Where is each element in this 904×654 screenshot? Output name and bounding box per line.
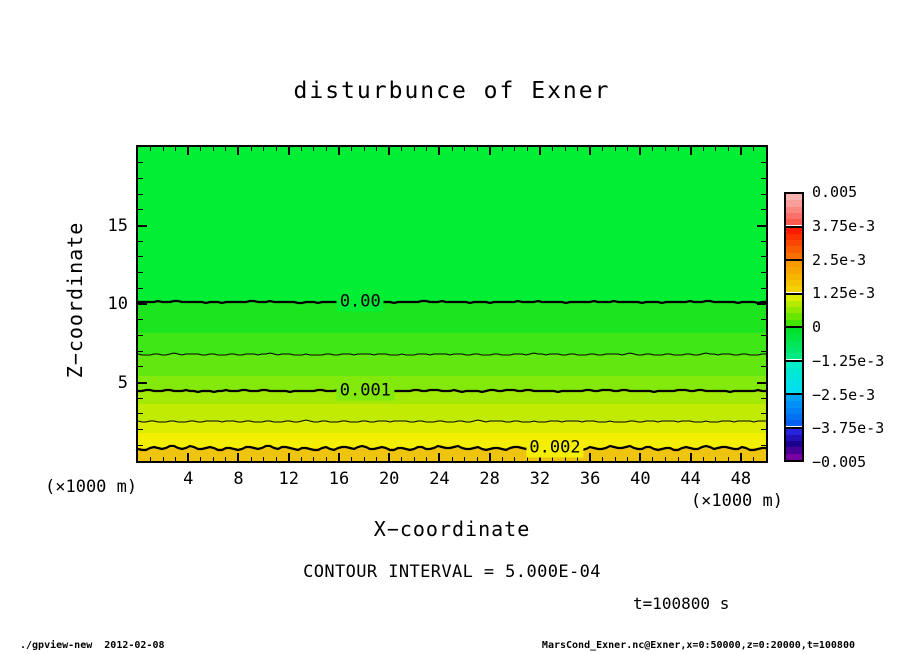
z-axis-tick [761, 209, 766, 210]
x-axis-tick [690, 453, 692, 461]
x-tick-label: 28 [479, 469, 500, 489]
x-axis-tick [388, 453, 390, 461]
x-axis-tick [665, 457, 666, 461]
x-axis-tick [728, 457, 729, 461]
x-axis-tick [589, 453, 591, 461]
x-axis-label: X−coordinate [373, 517, 531, 541]
z-axis-tick [138, 398, 143, 399]
z-axis-tick [761, 335, 766, 336]
z-axis-tick [138, 413, 143, 414]
x-axis-tick [527, 147, 528, 151]
x-axis-tick [163, 147, 164, 151]
x-axis-tick [301, 457, 302, 461]
z-tick-label: 5 [117, 372, 128, 393]
z-axis-tick [138, 256, 143, 257]
z-axis-tick [761, 272, 766, 273]
x-tick-label: 16 [328, 469, 350, 489]
x-axis-tick [514, 147, 515, 151]
x-axis-tick [200, 457, 201, 461]
x-axis-tick [477, 147, 478, 151]
x-axis-tick [288, 147, 290, 155]
contour-line [138, 420, 766, 422]
x-axis-tick [565, 147, 566, 151]
x-axis-tick [414, 457, 415, 461]
z-axis-tick [138, 272, 143, 273]
z-axis-tick [761, 445, 766, 446]
x-axis-tick [639, 147, 641, 155]
colorbar-tick-label: 0.005 [812, 183, 858, 201]
x-axis-tick [665, 147, 666, 151]
x-axis-tick [364, 147, 365, 151]
z-axis-tick [757, 303, 766, 305]
x-axis-tick [602, 147, 603, 151]
footer-source-stamp: MarsCond_Exner.nc@Exner,x=0:50000,z=0:20000,t=100800 [541, 640, 855, 651]
x-axis-tick [753, 147, 754, 151]
z-axis-tick [138, 288, 143, 289]
x-axis-tick [276, 147, 277, 151]
contour-lines [138, 147, 766, 461]
x-axis-tick [251, 147, 252, 151]
x-axis-tick [237, 147, 239, 155]
x-axis-tick [187, 453, 189, 461]
x-axis-tick [163, 457, 164, 461]
x-axis-tick [313, 147, 314, 151]
z-axis-tick [138, 303, 147, 305]
colorbar-tick-label: −2.5e-3 [812, 385, 876, 404]
z-axis-tick [138, 162, 143, 163]
x-tick-label: 44 [680, 469, 701, 489]
z-axis-tick [757, 382, 766, 384]
x-axis-tick [351, 147, 352, 151]
x-tick-label: 4 [183, 469, 194, 489]
z-axis-tick [138, 445, 143, 446]
x-axis-tick [502, 147, 503, 151]
colorbar-tick-label: −1.25e-3 [812, 351, 885, 370]
x-axis-tick [753, 457, 754, 461]
x-axis-tick [251, 457, 252, 461]
contour-interval-caption: CONTOUR INTERVAL = 5.000E-04 [303, 562, 601, 582]
x-axis-tick [703, 147, 704, 151]
x-axis-tick [678, 147, 679, 151]
x-axis-tick [401, 147, 402, 151]
z-axis-tick [761, 351, 766, 352]
x-axis-tick [464, 457, 465, 461]
x-axis-tick [489, 453, 491, 461]
x-axis-tick [703, 457, 704, 461]
z-axis-tick [138, 225, 147, 227]
x-axis-tick [438, 453, 440, 461]
x-axis-tick [213, 457, 214, 461]
x-axis-tick [414, 147, 415, 151]
colorbar-tick-label: 2.5e-3 [812, 250, 867, 269]
x-axis-tick [175, 457, 176, 461]
x-axis-tick [376, 147, 377, 151]
contour-line [138, 390, 766, 392]
colorbar-cell [786, 293, 802, 327]
x-axis-tick [150, 457, 151, 461]
z-axis-tick [138, 429, 143, 430]
x-tick-label: 20 [378, 469, 400, 489]
colorbar-cell [786, 427, 802, 461]
x-tick-label: 8 [233, 469, 244, 489]
x-axis-tick [276, 457, 277, 461]
x-axis-tick [237, 453, 239, 461]
x-axis-tick [452, 457, 453, 461]
plot-canvas [138, 147, 766, 461]
x-axis-tick [438, 147, 440, 155]
x-axis-tick [187, 147, 189, 155]
z-axis-tick [761, 288, 766, 289]
z-axis-tick [761, 178, 766, 179]
x-axis-tick [615, 457, 616, 461]
x-tick-label: 24 [429, 469, 450, 489]
z-axis-tick [761, 241, 766, 242]
colorbar-tick-label: 3.75e-3 [812, 216, 876, 235]
z-axis-tick [761, 256, 766, 257]
x-axis-tick [452, 147, 453, 151]
x-axis-tick [477, 457, 478, 461]
x-axis-tick [426, 147, 427, 151]
x-axis-tick [338, 147, 340, 155]
x-axis-tick [514, 457, 515, 461]
z-tick-label: 15 [107, 215, 128, 236]
z-axis-tick [138, 335, 143, 336]
z-axis-tick [138, 194, 143, 195]
x-axis-tick [225, 457, 226, 461]
z-axis-unit: (×1000 m) [45, 477, 138, 497]
z-axis-tick [138, 319, 143, 320]
x-axis-tick [426, 457, 427, 461]
z-axis-label: Z−coordinate [63, 221, 87, 379]
colorbar-tick-label: −0.005 [812, 453, 867, 471]
z-tick-label: 10 [107, 294, 128, 314]
x-tick-label: 40 [630, 469, 651, 489]
colorbar-tick-label: −3.75e-3 [812, 419, 885, 438]
x-axis-tick [225, 147, 226, 151]
x-axis-tick [401, 457, 402, 461]
x-axis-tick [376, 457, 377, 461]
contour-line-label: 0.001 [337, 381, 394, 400]
x-axis-tick [627, 457, 628, 461]
x-axis-tick [200, 147, 201, 151]
x-axis-tick [502, 457, 503, 461]
x-axis-tick [678, 457, 679, 461]
x-axis-tick [326, 457, 327, 461]
time-caption: t=100800 s [633, 594, 730, 613]
x-axis-tick [627, 147, 628, 151]
x-tick-label: 32 [529, 469, 551, 489]
x-axis-tick [175, 147, 176, 151]
colorbar-tick-label: 1.25e-3 [812, 284, 876, 303]
z-axis-tick [138, 209, 143, 210]
z-axis-tick [138, 178, 143, 179]
x-axis-tick [740, 147, 742, 155]
z-axis-tick [761, 366, 766, 367]
x-axis-unit: (×1000 m) [690, 491, 783, 511]
x-axis-tick [464, 147, 465, 151]
contour-line-label: 0.00 [337, 292, 384, 311]
colorbar [784, 192, 804, 462]
colorbar-cell [786, 226, 802, 260]
x-axis-tick [338, 453, 340, 461]
z-axis-tick [757, 225, 766, 227]
colorbar-cell [786, 326, 802, 360]
chart-title: disturbunce of Exner [293, 78, 611, 104]
contour-line-label: 0.002 [526, 439, 583, 458]
contour-line [138, 301, 766, 303]
x-axis-tick [639, 453, 641, 461]
z-axis-tick [761, 194, 766, 195]
x-axis-tick [364, 457, 365, 461]
colorbar-cell [786, 259, 802, 293]
z-axis-tick [761, 413, 766, 414]
z-axis-tick [138, 351, 143, 352]
x-axis-tick [589, 147, 591, 155]
z-axis-tick [138, 241, 143, 242]
footer-program-stamp: ./gpview-new 2012-02-08 [20, 640, 165, 651]
contour-line [138, 446, 766, 450]
colorbar-step [786, 454, 802, 460]
x-tick-label: 48 [730, 469, 752, 489]
x-axis-tick [263, 147, 264, 151]
x-tick-label: 12 [278, 469, 299, 489]
x-axis-tick [301, 147, 302, 151]
x-axis-tick [263, 457, 264, 461]
colorbar-cell [786, 194, 802, 226]
x-axis-tick [150, 147, 151, 151]
x-axis-tick [288, 453, 290, 461]
colorbar-cell [786, 360, 802, 394]
x-axis-tick [615, 147, 616, 151]
z-axis-tick [138, 366, 143, 367]
x-axis-tick [715, 147, 716, 151]
z-axis-tick [761, 398, 766, 399]
contour-line [138, 353, 766, 355]
x-axis-tick [388, 147, 390, 155]
x-axis-tick [552, 147, 553, 151]
x-tick-label: 36 [579, 469, 601, 489]
x-axis-tick [213, 147, 214, 151]
x-axis-tick [539, 147, 541, 155]
x-axis-tick [489, 147, 491, 155]
plot-area [136, 145, 768, 463]
x-axis-tick [715, 457, 716, 461]
x-axis-tick [313, 457, 314, 461]
x-axis-tick [602, 457, 603, 461]
z-axis-tick [761, 429, 766, 430]
x-axis-tick [652, 147, 653, 151]
x-axis-tick [577, 147, 578, 151]
x-axis-tick [652, 457, 653, 461]
x-axis-tick [326, 147, 327, 151]
x-axis-tick [690, 147, 692, 155]
z-axis-tick [761, 319, 766, 320]
z-axis-tick [761, 162, 766, 163]
x-axis-tick [728, 147, 729, 151]
colorbar-cell [786, 393, 802, 427]
colorbar-tick-label: 0 [812, 318, 822, 336]
z-axis-tick [138, 382, 147, 384]
x-axis-tick [351, 457, 352, 461]
x-axis-tick [740, 453, 742, 461]
